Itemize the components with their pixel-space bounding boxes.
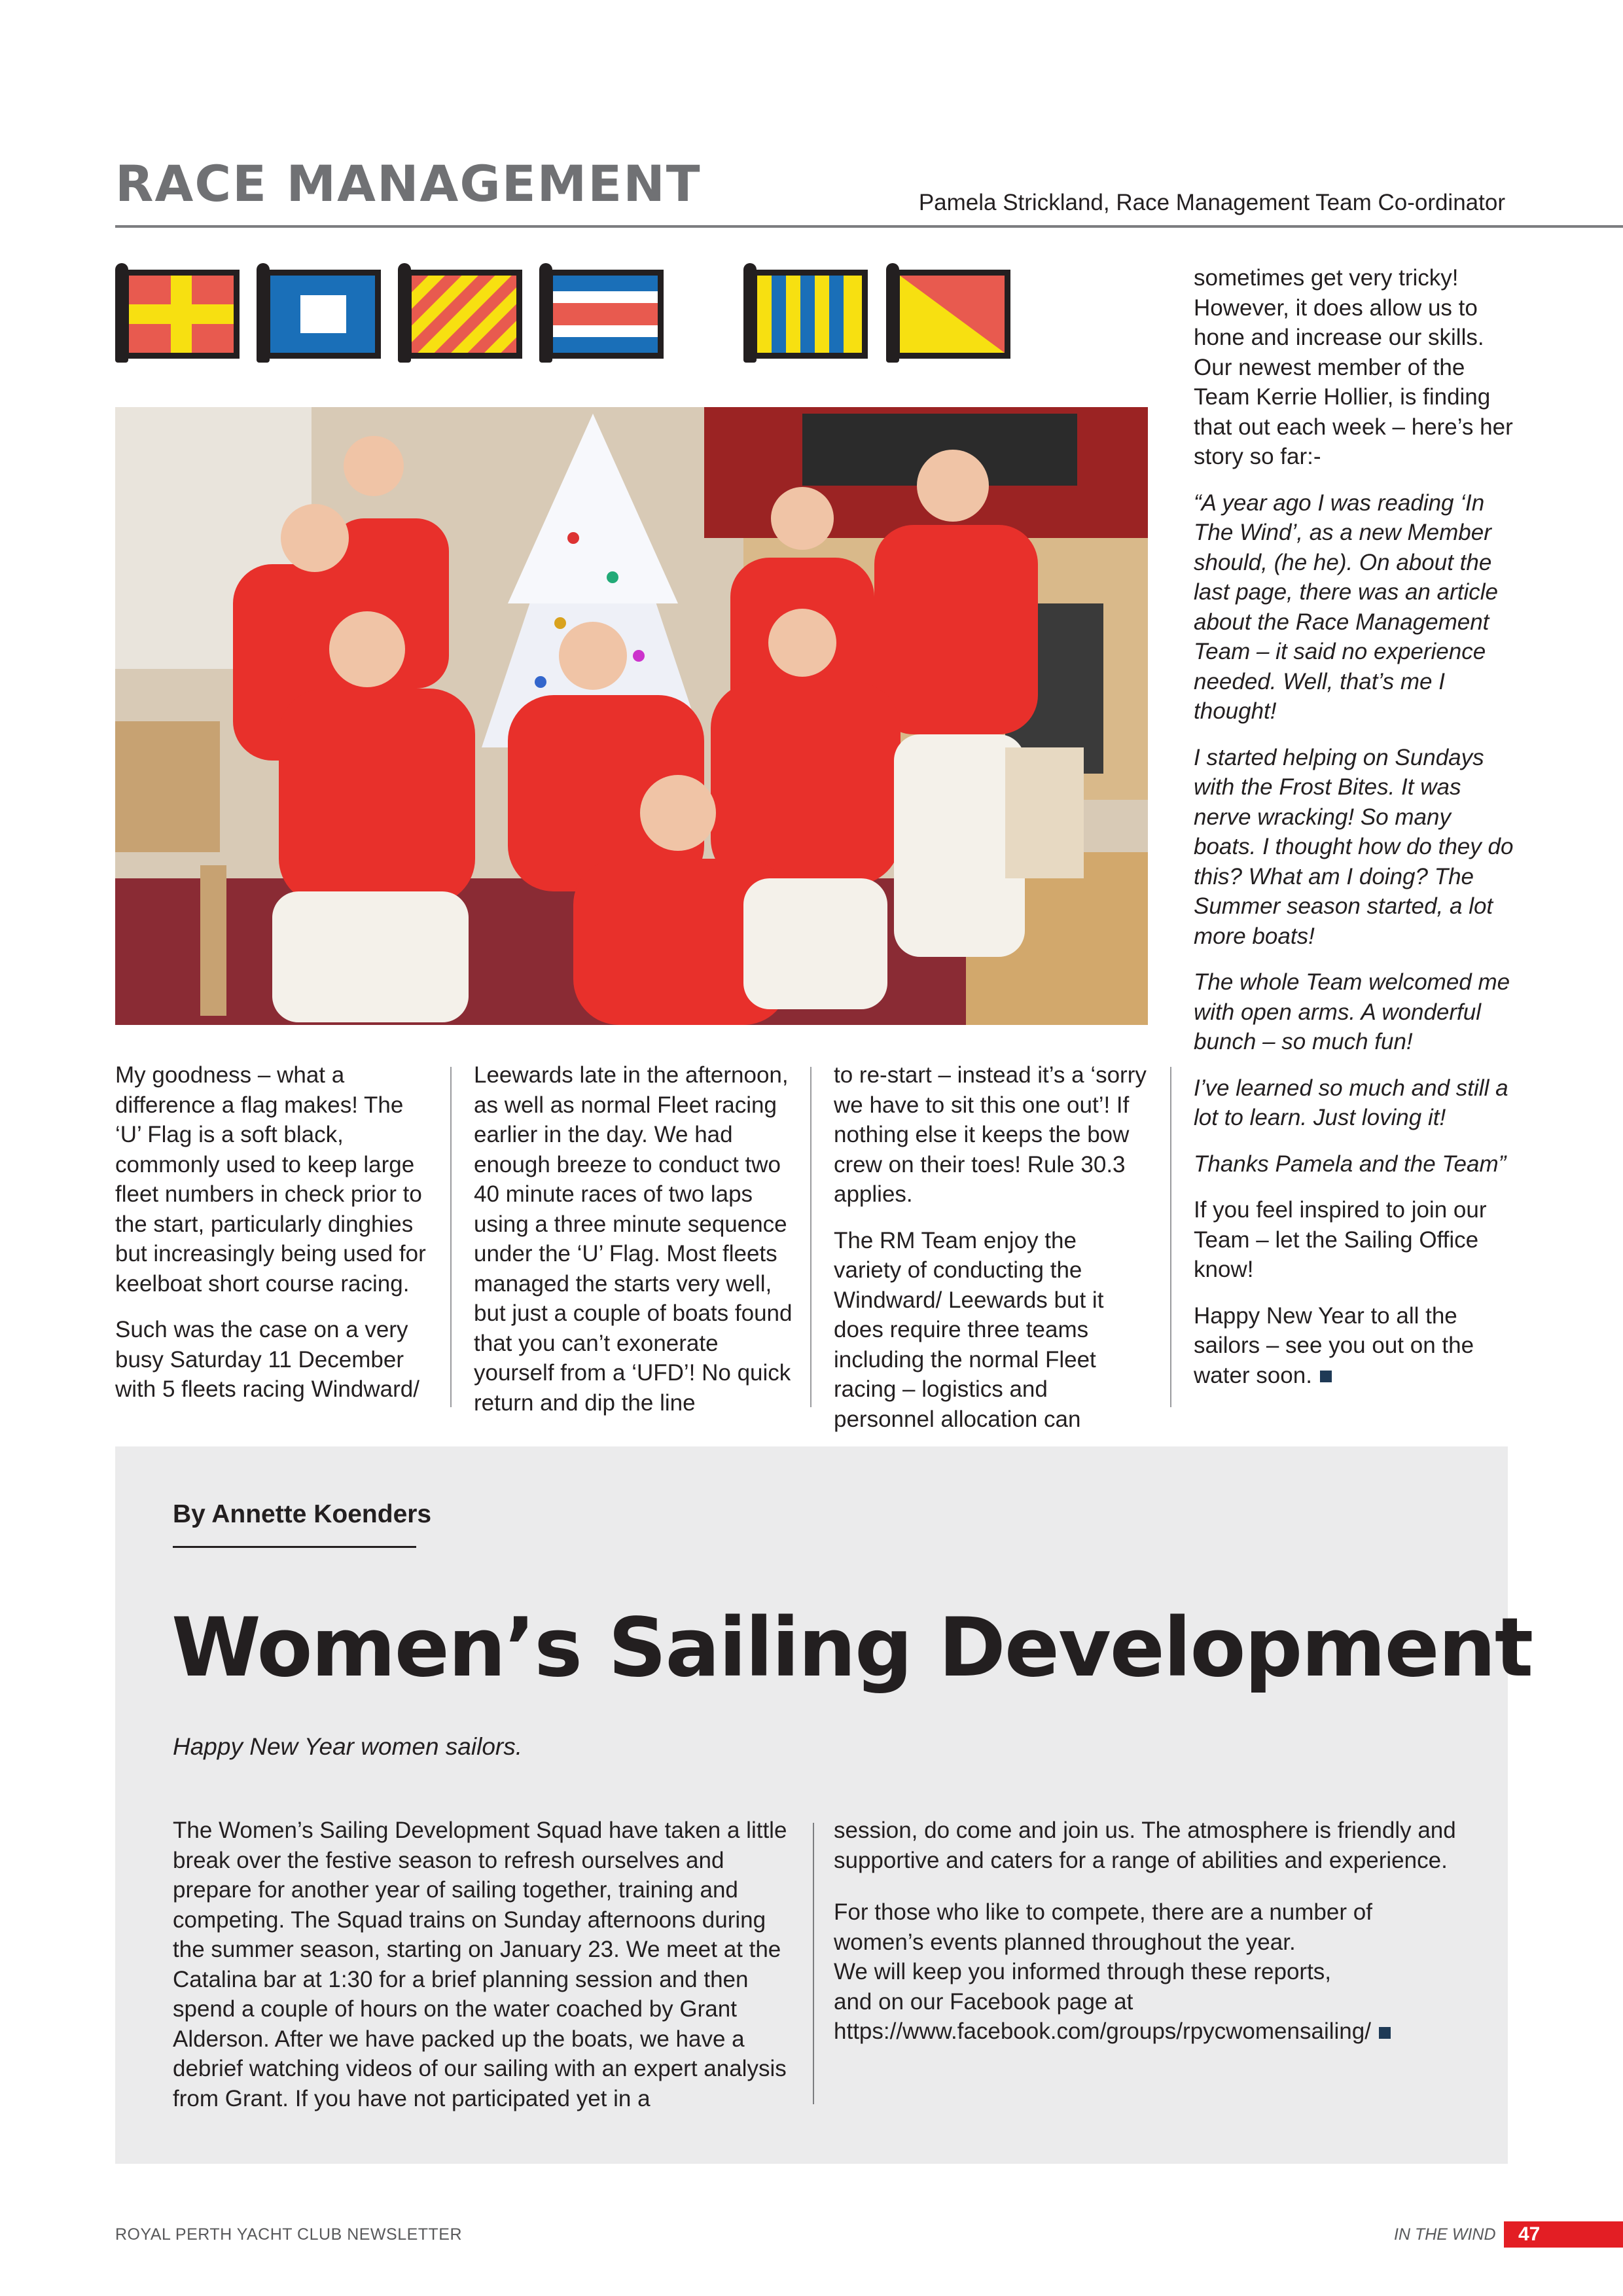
facebook-link[interactable]: https://www.facebook.com/groups/rpycwomensailing/ xyxy=(834,2018,1371,2044)
quote-paragraph: The whole Team welcomed me with open arms. A wonderful bunch – so much fun! xyxy=(1194,969,1510,1054)
panel-headline: Women’s Sailing Development xyxy=(171,1601,1533,1695)
article-column-2 xyxy=(474,1060,794,1434)
quote-paragraph: “A year ago I was reading ‘In The Wind’, as a new Member should, (he he). On about the last page, there was an article about the Race Management Team – it said no experience needed. Well, that’s me I thought! xyxy=(1194,490,1498,724)
panel-line: We will keep you informed through these reports, xyxy=(834,1959,1332,1984)
article-column-1 xyxy=(115,1060,429,1421)
panel-column-right xyxy=(834,1816,1462,2069)
panel-column-left xyxy=(173,1816,794,2136)
panel-author: By Annette Koenders xyxy=(173,1500,432,1528)
article-paragraph: sometimes get very tricky! However, it does allow us to hone and increase our skills. Our newest member of the Team Kerrie Hollier, is finding that out each week – here’s her story so far:- xyxy=(1194,265,1513,469)
flag-y-icon xyxy=(398,267,522,361)
column-divider xyxy=(813,1823,814,2104)
flag-c-icon xyxy=(539,267,664,361)
quote-paragraph: I’ve learned so much and still a lot to learn. Just loving it! xyxy=(1194,1075,1508,1130)
section-title: RACE MANAGEMENT xyxy=(115,154,702,213)
quote-paragraph: Thanks Pamela and the Team” xyxy=(1194,1151,1507,1177)
article-paragraph: The RM Team enjoy the variety of conducting the Windward/ Leewards but it does require three teams including the normal Fleet racing – logistics and personnel allocation can xyxy=(834,1227,1104,1432)
article-paragraph: Such was the case on a very busy Saturday 11 December with 5 fleets racing Windward/ xyxy=(115,1317,419,1402)
panel-line: and on our Facebook page at xyxy=(834,1988,1133,2015)
column-divider xyxy=(810,1067,812,1407)
panel-paragraph xyxy=(834,1897,1462,2047)
article-column-3 xyxy=(834,1060,1148,1450)
article-closing xyxy=(1194,1301,1514,1391)
quote-paragraph: I started helping on Sundays with the Frost Bites. It was nerve wracking! So many boats. I thought how do they do this? What am I doing? The Summer season started, a lot more boats! xyxy=(1194,744,1514,949)
flag-r-icon xyxy=(115,267,240,361)
footer-magazine: IN THE WIND xyxy=(1394,2225,1496,2244)
panel-lede: Happy New Year women sailors. xyxy=(173,1733,523,1760)
column-divider xyxy=(450,1067,452,1407)
article-paragraph: My goodness – what a difference a flag makes! The ‘U’ Flag is a soft black, commonly used to keep large fleet numbers in check prior to the start, particularly dinghies but increasingly being used for keelboat short course racing. xyxy=(115,1062,426,1297)
article-column-4 xyxy=(1194,263,1514,1407)
article-paragraph: Leewards late in the afternoon, as well as normal Fleet racing earlier in the day. We had enough breeze to conduct two 40 minute races of two laps using a three minute sequence under the ‘U’ Flag. Most fleets managed the starts very well, but just a couple of boats found that you can’t exonerate yourself from a ‘UFD’! No quick return and dip the line xyxy=(474,1062,793,1416)
flag-p-icon xyxy=(257,267,381,361)
flag-o-icon xyxy=(886,267,1010,361)
panel-line: For those who like to compete, there are a number of women’s events planned throughout the year. xyxy=(834,1899,1372,1955)
group-photo xyxy=(115,407,1148,1025)
article-paragraph: to re-start – instead it’s a ‘sorry we have to sit this one out’! If nothing else it keeps the bow crew on their toes! Rule 30.3 applies. xyxy=(834,1062,1147,1207)
column-divider xyxy=(1170,1067,1171,1407)
flag-g-icon xyxy=(743,267,868,361)
page-number: 47 xyxy=(1518,2223,1541,2245)
footer-publication: ROYAL PERTH YACHT CLUB NEWSLETTER xyxy=(115,2225,463,2244)
panel-paragraph: The Women’s Sailing Development Squad have taken a little break over the festive season to refresh ourselves and prepare for another year of sailing together, training and competing. The Squad trains on Sunday afternoons during the summer season, starting on January 23. We meet at the Catalina bar at 1:30 for a brief planning session and then spend a couple of hours on the water coached by Grant Alderson. After we have packed up the boats, we have a debrief watching videos of our sailing with an expert analysis from Grant. If you have not participated yet in a xyxy=(173,1818,787,2111)
article-paragraph: Happy New Year to all the sailors – see you out on the water soon. xyxy=(1194,1302,1474,1388)
byline: Pamela Strickland, Race Management Team Co-ordinator xyxy=(918,190,1505,215)
panel-paragraph: session, do come and join us. The atmosphere is friendly and supportive and caters for a range of abilities and experience. xyxy=(834,1818,1456,1873)
article-paragraph: If you feel inspired to join our Team – let the Sailing Office know! xyxy=(1194,1197,1487,1282)
end-mark-icon xyxy=(1379,2027,1391,2039)
end-mark-icon xyxy=(1320,1371,1332,1382)
womens-sailing-panel xyxy=(115,1446,1533,2164)
author-rule xyxy=(173,1546,416,1548)
